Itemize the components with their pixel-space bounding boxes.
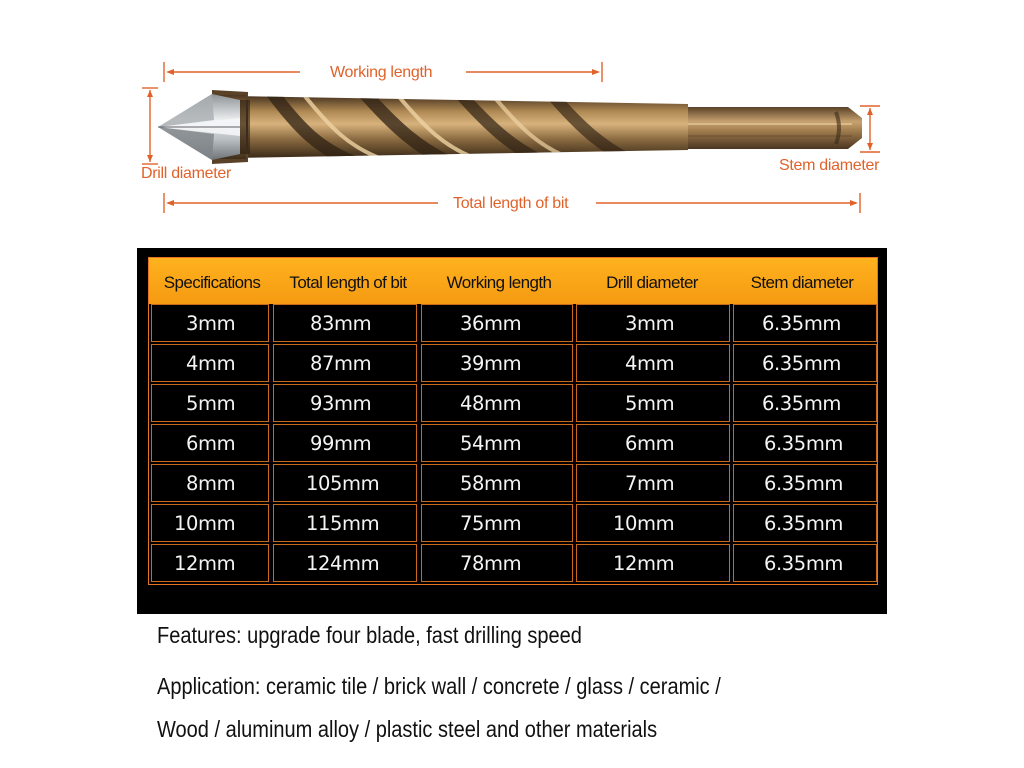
table-row bbox=[149, 504, 877, 544]
spec-table bbox=[148, 257, 878, 585]
cell-stem-diameter: 6.35mm bbox=[733, 304, 877, 342]
cell-total-length: 87mm bbox=[273, 344, 417, 382]
table-row bbox=[149, 424, 877, 464]
drill-bit-diagram bbox=[0, 0, 1024, 240]
cell-working-length: 48mm bbox=[421, 384, 573, 422]
header-stem-diameter: Stem diameter bbox=[750, 273, 854, 292]
cell-working-length: 39mm bbox=[421, 344, 573, 382]
cell-total-length: 115mm bbox=[273, 504, 417, 542]
cell-drill-diameter: 5mm bbox=[576, 384, 730, 422]
cell-stem-diameter: 6.35mm bbox=[733, 544, 877, 582]
cell-stem-diameter: 6.35mm bbox=[733, 424, 877, 462]
table-row bbox=[149, 384, 877, 424]
header-working-length: Working length bbox=[446, 273, 552, 292]
cell-total-length: 124mm bbox=[273, 544, 417, 582]
cell-total-length: 99mm bbox=[273, 424, 417, 462]
cell-total-length: 105mm bbox=[273, 464, 417, 502]
cell-spec: 10mm bbox=[151, 504, 269, 542]
cell-spec: 3mm bbox=[151, 304, 269, 342]
cell-spec: 5mm bbox=[151, 384, 269, 422]
features-text: Features: upgrade four blade, fast drilling speed bbox=[157, 622, 582, 648]
header-specifications: Specifications bbox=[163, 273, 261, 292]
header-drill-diameter: Drill diameter bbox=[606, 273, 698, 292]
cell-working-length: 58mm bbox=[421, 464, 573, 502]
table-row bbox=[149, 344, 877, 384]
table-row bbox=[149, 544, 877, 584]
cell-spec: 8mm bbox=[151, 464, 269, 502]
cell-working-length: 54mm bbox=[421, 424, 573, 462]
cell-drill-diameter: 6mm bbox=[576, 424, 730, 462]
drill-diameter-label: Drill diameter bbox=[141, 165, 232, 182]
cell-drill-diameter: 4mm bbox=[576, 344, 730, 382]
spec-table-header bbox=[149, 258, 877, 304]
cell-working-length: 36mm bbox=[421, 304, 573, 342]
working-length-label: Working length bbox=[330, 64, 433, 81]
application-text-line1: Application: ceramic tile / brick wall / concrete / glass / ceramic / bbox=[157, 673, 721, 699]
header-total-length: Total length of bit bbox=[289, 273, 407, 292]
cell-total-length: 93mm bbox=[273, 384, 417, 422]
cell-drill-diameter: 12mm bbox=[576, 544, 730, 582]
cell-working-length: 75mm bbox=[421, 504, 573, 542]
cell-spec: 4mm bbox=[151, 344, 269, 382]
cell-stem-diameter: 6.35mm bbox=[733, 464, 877, 502]
cell-stem-diameter: 6.35mm bbox=[733, 344, 877, 382]
cell-stem-diameter: 6.35mm bbox=[733, 504, 877, 542]
total-length-label: Total length of bit bbox=[453, 195, 569, 212]
table-row bbox=[149, 464, 877, 504]
cell-drill-diameter: 3mm bbox=[576, 304, 730, 342]
cell-drill-diameter: 10mm bbox=[576, 504, 730, 542]
cell-drill-diameter: 7mm bbox=[576, 464, 730, 502]
table-row bbox=[149, 304, 877, 344]
cell-spec: 6mm bbox=[151, 424, 269, 462]
cell-stem-diameter: 6.35mm bbox=[733, 384, 877, 422]
cell-working-length: 78mm bbox=[421, 544, 573, 582]
cell-total-length: 83mm bbox=[273, 304, 417, 342]
stem-diameter-label: Stem diameter bbox=[779, 157, 880, 174]
application-text-line2: Wood / aluminum alloy / plastic steel and other materials bbox=[157, 716, 658, 742]
cell-spec: 12mm bbox=[151, 544, 269, 582]
